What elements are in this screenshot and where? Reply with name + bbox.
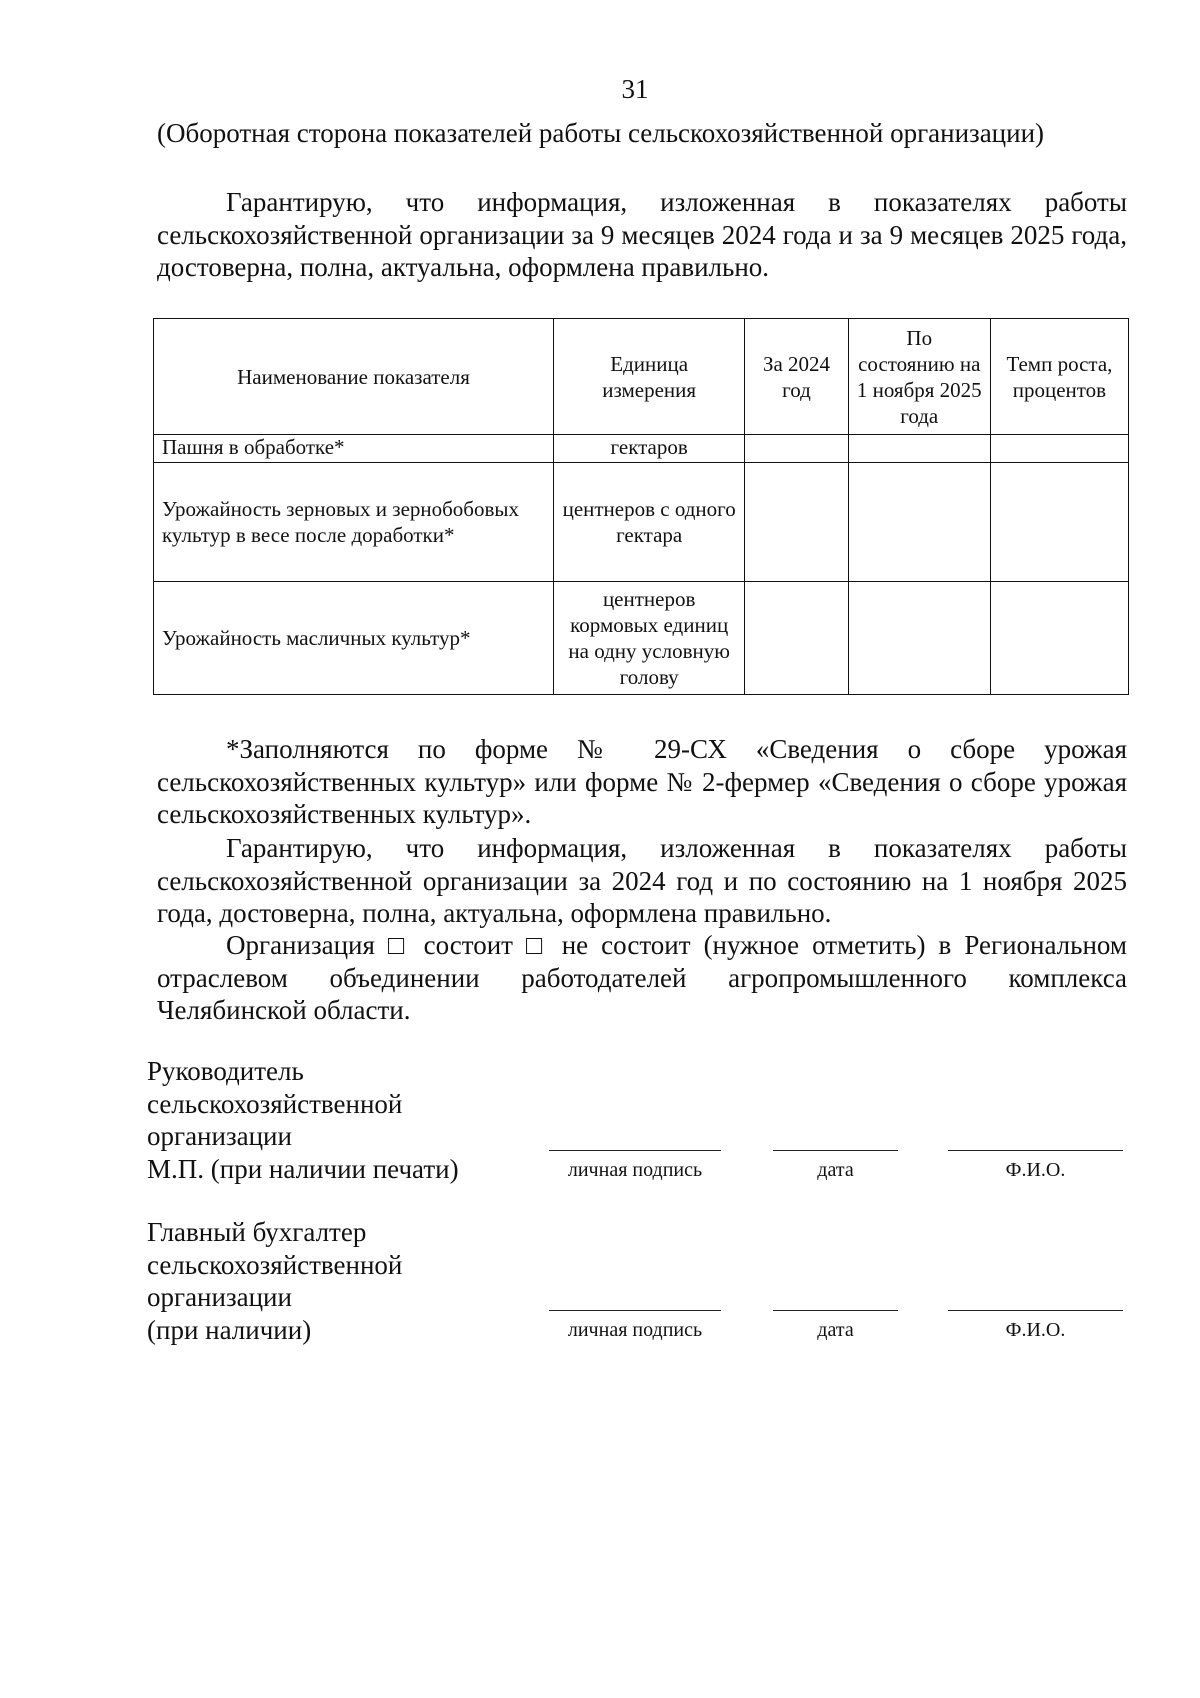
row-unit: гектаров (554, 435, 745, 463)
table-header-row (154, 319, 1129, 435)
head-date-line[interactable] (773, 1150, 898, 1151)
value-cell-growth-rate[interactable] (990, 582, 1128, 695)
value-cell-2024[interactable] (745, 463, 848, 582)
header-name: Наименование показателя (154, 319, 554, 435)
accountant-title: Главный бухгалтер сельскохозяйственной организации (при наличии) (147, 1217, 403, 1345)
accountant-name-line[interactable] (948, 1310, 1123, 1311)
value-cell-2024[interactable] (745, 582, 848, 695)
head-signature-line[interactable] (549, 1150, 721, 1151)
membership-paragraph: Организация □ состоит □ не состоит (нужное отметить) в Региональном отраслевом объединении работодателей агропромышленного комплекса Челябинской области. (157, 930, 1127, 1025)
row-name: Урожайность зерновых и зернобобовых культур в весе после доработки* (154, 463, 554, 582)
page-subtitle: (Оборотная сторона показателей работы сельскохозяйственной организации) (157, 118, 1045, 148)
row-name: Пашня в обработке* (154, 435, 554, 463)
header-unit: Единица измерения (554, 319, 745, 435)
head-signature-label: личная подпись (567, 1159, 703, 1181)
row-name: Урожайность масличных культур* (154, 582, 554, 695)
table-row (154, 435, 1129, 463)
row-unit: центнеров с одного гектара (554, 463, 745, 582)
head-date-label: дата (817, 1159, 854, 1181)
guarantee-paragraph-2: Гарантирую, что информация, изложенная в показателях работы сельскохозяйственной организации за 2024 год и по состоянию на 1 ноября 2025 года, достоверна, полна, актуальна, оформлена правильно. (157, 833, 1127, 928)
accountant-date-line[interactable] (773, 1310, 898, 1311)
table-row (154, 582, 1129, 695)
header-growth-rate: Темп роста, процентов (990, 319, 1128, 435)
page-number: 31 (621, 74, 649, 104)
header-nov-2025: По состоянию на 1 ноября 2025 года (848, 319, 990, 435)
table-row (154, 463, 1129, 582)
accountant-date-label: дата (817, 1319, 854, 1341)
accountant-signature-line[interactable] (549, 1310, 721, 1311)
head-name-label: Ф.И.О. (1005, 1159, 1066, 1181)
value-cell-growth-rate[interactable] (990, 435, 1128, 463)
indicators-table (153, 318, 1129, 695)
row-unit: центнеров кормовых единиц на одну условную голову (554, 582, 745, 695)
value-cell-growth-rate[interactable] (990, 463, 1128, 582)
value-cell-nov-2025[interactable] (848, 463, 990, 582)
value-cell-nov-2025[interactable] (848, 582, 990, 695)
guarantee-paragraph-1: Гарантирую, что информация, изложенная в показателях работы сельскохозяйственной организации за 9 месяцев 2024 года и за 9 месяцев 2025 года, достоверна, полна, актуальна, оформлена правильно. (157, 187, 1127, 282)
accountant-signature-label: личная подпись (567, 1319, 703, 1341)
head-title: Руководитель сельскохозяйственной организации М.П. (при наличии печати) (147, 1056, 459, 1184)
header-2024: За 2024 год (745, 319, 848, 435)
footnote: *Заполняются по форме № 29-СХ «Сведения о сборе урожая сельскохозяйственных культур» или форме № 2-фермер «Сведения о сборе урожая сельскохозяйственных культур». (157, 734, 1127, 829)
value-cell-2024[interactable] (745, 435, 848, 463)
accountant-name-label: Ф.И.О. (1005, 1319, 1066, 1341)
head-name-line[interactable] (948, 1150, 1123, 1151)
value-cell-nov-2025[interactable] (848, 435, 990, 463)
